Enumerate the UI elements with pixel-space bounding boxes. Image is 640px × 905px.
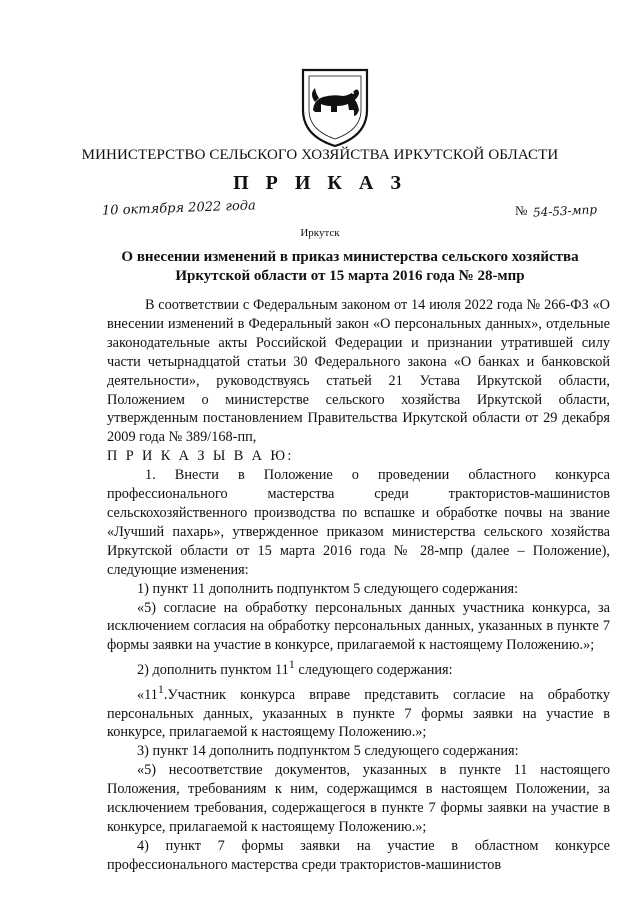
subitem-1: 1) пункт 11 дополнить подпунктом 5 следующего содержания: bbox=[137, 580, 519, 597]
subitem-2-text-after: .Участник конкурса вправе представить согласие на обработку персональных данных, указанных в пункте 7 формы заявки на участие в конкурсе, прилагаемой к настоящему Положению.»; bbox=[107, 686, 610, 741]
subitem-4: 4) пункт 7 формы заявки на участие в областном конкурсе профессионального мастерства среди трактористов-машинистов bbox=[107, 837, 610, 873]
subitem-2-after: следующего содержания: bbox=[294, 661, 453, 678]
prikazyvayu-heading: П Р И К А З Ы В А Ю: bbox=[107, 448, 294, 465]
order-number bbox=[515, 203, 597, 219]
order-subject bbox=[100, 248, 600, 286]
coat-of-arms-emblem bbox=[299, 66, 371, 148]
subitem-2 bbox=[107, 655, 610, 680]
subject-line-1: О внесении изменений в приказ министерства сельского хозяйства bbox=[121, 249, 579, 265]
order-number-handwritten: 54-53-мпр bbox=[532, 202, 597, 220]
subitem-2-before: 2) дополнить пунктом 11 bbox=[137, 661, 289, 678]
subitem-2-sup: 1 bbox=[288, 657, 295, 672]
subitem-2-text-sup: 1 bbox=[157, 681, 164, 696]
subitem-2-text-before: «11 bbox=[137, 686, 158, 703]
order-title: П Р И К А З bbox=[233, 172, 407, 194]
subitem-1-text: «5) согласие на обработку персональных данных участника конкурса, за исключением согласия на обработку персональных данных, указанных в пункте 7 формы заявки на участие в конкурсе, прилагаемой к настоящему Положению.»; bbox=[107, 599, 610, 654]
subject-line-2: Иркутской области от 15 марта 2016 года № 28-мпр bbox=[175, 268, 525, 284]
ministry-name: МИНИСТЕРСТВО СЕЛЬСКОГО ХОЗЯЙСТВА ИРКУТСКОЙ ОБЛАСТИ bbox=[81, 147, 559, 163]
item-1-paragraph: 1. Внести в Положение о проведении областного конкурса профессионального мастерства среди трактористов-машинистов сельскохозяйственного производства по вспашке и обработке почвы на звание «Лучший пахарь», утвержденное приказом министерства сельского хозяйства Иркутской области от 15 марта 2016 года № 28-мпр (далее – Положение), следующие изменения: bbox=[107, 467, 610, 578]
number-prefix: № bbox=[515, 203, 528, 218]
subitem-3: 3) пункт 14 дополнить подпунктом 5 следующего содержания: bbox=[137, 743, 519, 760]
subitem-3-text: «5) несоответствие документов, указанных в пункте 11 настоящего Положения, требованиям к ним, содержащимся в настоящем Положении, за исключением требования, содержащегося в пункте 7 формы заявки на участие в конкурсе, прилагаемой к настоящему Положению.»; bbox=[107, 762, 610, 835]
preamble-paragraph: В соответствии с Федеральным законом от 14 июля 2022 года № 266-ФЗ «О внесении изменений в Федеральный закон «О персональных данных», отдельные законодательные акты Российской Федерации и признании утратившей силу части четырнадцатой статьи 30 Федерального закона «О банках и банковской деятельности», руководствуясь статьей 21 Устава Иркутской области, Положением о министерстве сельского хозяйства Иркутской области, утвержденным постановлением Правительства Иркутской области от 29 декабря 2009 года № 389/168-пп, bbox=[107, 297, 610, 446]
city: Иркутск bbox=[300, 227, 340, 239]
order-body bbox=[107, 296, 610, 875]
subitem-2-text bbox=[107, 680, 610, 742]
order-date-handwritten: 10 октября 2022 года bbox=[101, 198, 257, 219]
